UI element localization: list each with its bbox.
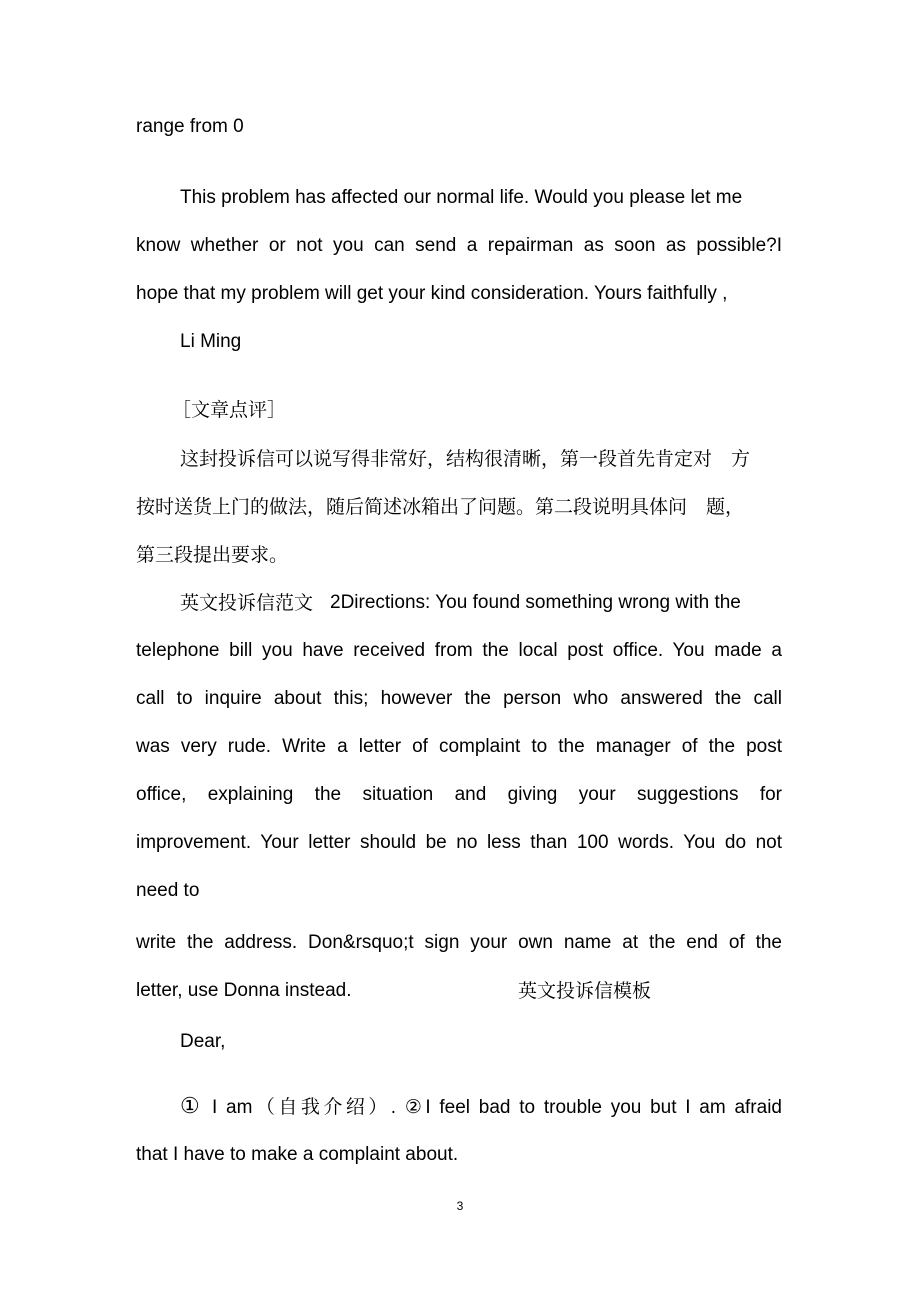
text-line: 按时送货上门的做法，随后简述冰箱出了问题。第二段说明具体问 题， bbox=[136, 496, 745, 518]
text-line: range from 0 bbox=[136, 116, 244, 137]
text-line: was very rude. Write a letter of complaint to the manager of the post bbox=[136, 736, 782, 757]
text-line: improvement. Your letter should be no less than 100 words. You do not bbox=[136, 832, 782, 853]
text-line: that I have to make a complaint about. bbox=[136, 1144, 459, 1165]
circled-number: ① bbox=[180, 1094, 200, 1119]
text-line: 2Directions: You found something wrong with the bbox=[330, 592, 741, 613]
text-line: telephone bill you have received from the local post office. You made a bbox=[136, 640, 782, 661]
text-line: need to bbox=[136, 880, 200, 901]
text-line: office, explaining the situation and giving your suggestions for bbox=[136, 784, 782, 805]
text-line: call to inquire about this; however the person who answered the call bbox=[136, 688, 782, 709]
text-line: know whether or not you can send a repairman as soon as possible?I bbox=[136, 235, 782, 256]
section-label: 英文投诉信范文 bbox=[180, 592, 314, 614]
page-number: 3 bbox=[456, 1199, 464, 1213]
text-line: I am（自我介绍）. ②I feel bad to trouble you but I am afraid bbox=[212, 1097, 782, 1118]
text-line: 第三段提出要求。 bbox=[136, 544, 289, 566]
text-line: letter, use Donna instead. bbox=[136, 980, 352, 1001]
text-line: 这封投诉信可以说写得非常好，结构很清晰，第一段首先肯定对 方 bbox=[180, 448, 751, 470]
signature: Li Ming bbox=[180, 331, 242, 352]
section-label: 英文投诉信模板 bbox=[518, 980, 652, 1002]
text-line: write the address. Don&rsquo;t sign your own name at the end of the bbox=[136, 932, 782, 953]
salutation: Dear, bbox=[180, 1031, 226, 1052]
comment-heading: ［文章点评］ bbox=[172, 399, 287, 421]
text-line: This problem has affected our normal life. Would you please let me bbox=[180, 187, 743, 208]
text-line: hope that my problem will get your kind consideration. Yours faithfully , bbox=[136, 283, 728, 304]
